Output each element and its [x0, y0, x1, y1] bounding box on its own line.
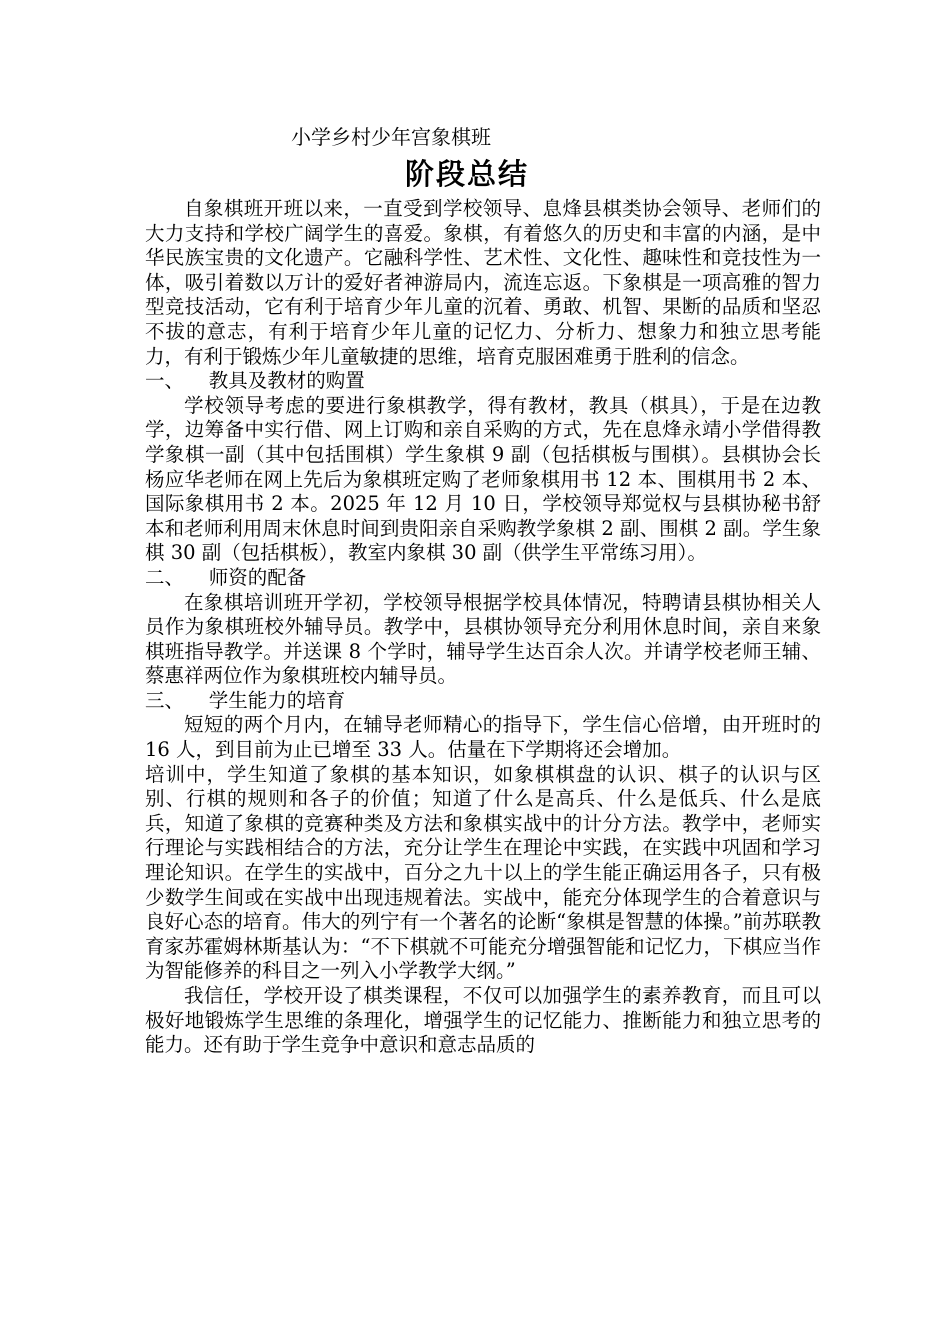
document-body [145, 197, 828, 1058]
section-3-paragraph: 短短的两个月内，在辅导老师精心的指导下，学生信心倍增，由开班时的 16 人，到目前为止已增至 33 人。估量在下学期将还会增加。 [145, 713, 828, 762]
intro-paragraph: 自象棋班开班以来，一直受到学校领导、息烽县棋类协会领导、老师们的大力支持和学校广阔学生的喜爱。象棋，有着悠久的历史和丰富的内涵，是中华民族宝贵的文化遗产。它融科学性、艺术性、文化性、趣味性和竞技性为一体，吸引着数以万计的爱好者神游局内，流连忘返。下象棋是一项高雅的智力型竞技活动，它有利于培育少年儿童的沉着、勇敢、机智、果断的品质和坚忍不拔的意志，有利于培育少年儿童的记忆力、分析力、想象力和独立思考能力，有利于锻炼少年儿童敏捷的思维，培育克服困难勇于胜利的信念。 [145, 197, 821, 368]
section-3-training-paragraph: 培训中，学生知道了象棋的基本知识，如象棋棋盘的认识、棋子的认识与区别、行棋的规则和各子的价值；知道了什么是高兵、什么是低兵、什么是底兵，知道了象棋的竞赛种类及方法和象棋实战中的计分方法。教学中，老师实行理论与实践相结合的方法，充分让学生在理论中实践，在实践中巩固和学习理论知识。在学生的实战中，百分之九十以上的学生能正确运用各子，只有极少数学生间或在实战中出现违规着法。实战中，能充分体现学生的合着意识与良好心态的培育。伟大的列宁有一个著名的论断“象棋是智慧的体操。”前苏联教育家苏霍姆林斯基认为：“不下棋就不可能充分增强智能和记忆力，下棋应当作为智能修养的科目之一列入小学教学大纲。” [145, 762, 821, 983]
section-2-paragraph: 在象棋培训班开学初，学校领导根据学校具体情况，特聘请县棋协相关人员作为象棋班校外辅导员。教学中，县棋协领导充分利用休息时间，亲自来象棋班指导教学。并送课 8 个学时，辅导学生达百余人次。并请学校老师王辅、蔡惠祥两位作为象棋班校内辅导员。 [145, 590, 821, 688]
document-title: 阶段总结 [405, 157, 530, 191]
section-3-heading: 三、 学生能力的培育 [145, 688, 346, 712]
section-3-closing-paragraph: 我信任，学校开设了棋类课程，不仅可以加强学生的素养教育，而且可以极好地锻炼学生思维的条理化，增强学生的记忆能力、推断能力和独立思考的能力。还有助于学生竞争中意识和意志品质的 [145, 984, 821, 1057]
document-subtitle: 小学乡村少年宫象棋班 [291, 125, 491, 149]
section-1-heading: 一、 教具及教材的购置 [145, 369, 365, 393]
section-1-paragraph: 学校领导考虑的要进行象棋教学，得有教材，教具（棋具），于是在边教学，边筹备中实行借、网上订购和亲自采购的方式，先在息烽永靖小学借得教学象棋一副（其中包括围棋）学生象棋 9 副（包括棋板与围棋）。县棋协会长杨应华老师在网上先后为象棋班定购了老师象棋用书 12 本、围棋用书 2 本、国际象棋用书 2 本。2025 年 12 月 10 日，学校领导郑觉权与县棋协秘书舒本和老师利用周末休息时间到贵阳亲自采购教学象棋 2 副、围棋 2 副。学生象棋 30 副（包括棋板），教室内象棋 30 副（供学生平常练习用）。 [145, 393, 821, 565]
section-2-heading: 二、 师资的配备 [145, 565, 307, 589]
